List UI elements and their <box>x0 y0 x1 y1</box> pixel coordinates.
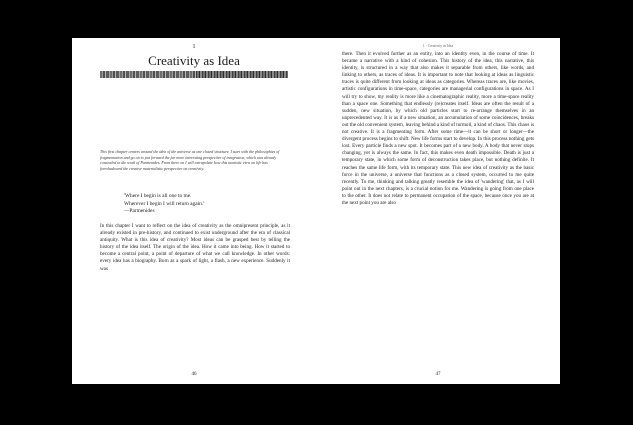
left-body-text: In this chapter I want to reflect on the idea of creativity as the omnipresent principle, as it already existed in pre-history, and continued to exist underground after the era of classical antiquity. What is this idea of creativity? Most ideas can be grasped best by telling the history of the idea itself. The origin of the idea. How it came into being. How it started to become a central point, a point of departure of what we call knowledge. In other words: every idea has a biography. Born as a spark of light, a flash, a new experience. Suddenly it was <box>100 223 290 272</box>
epigraph-line: Wherever I begin I will return again.' <box>124 200 205 207</box>
epigraph-line: 'Where I begin is all one to me. <box>124 193 192 199</box>
chapter-number: 1 <box>192 44 196 50</box>
title-texture-bar-dark <box>196 71 288 78</box>
epigraph <box>124 193 284 216</box>
left-page-number: 46 <box>191 372 197 377</box>
epigraph-attribution: —Parmenides <box>124 208 155 214</box>
left-page <box>72 38 316 384</box>
right-page-number: 47 <box>435 372 441 377</box>
running-head: 1 · Creativity as Idea <box>422 44 454 48</box>
chapter-abstract: This first chapter centres around the idea of the universe as one closed structure. I start with the philosophies of fragmentation and go on to put forward the far more interesting perspective of integration, which was already concealed in the work of Parmenides. From there on I will extrapolate how this monistic view on life has foreshadowed the creative materialistic perspective on creativity. <box>100 149 280 171</box>
right-body-text: there. Then it evolved further as an entity, into an identity even, in the course of time. It became a narrative with a kind of cohesion. This history of the idea, this narrative, this identity, is structured in a way that also makes it separable from others, like words, and linking to others, as traces of ideas. It is important to note that looking at ideas as linguistic traces is quite different from looking at ideas as categories. Whereas traces are, like movies, artistic configurations in time-space, categories are managerial configurations in space. As I will try to show, my reality is more like a cinematographic reality, more a time-space reality than a space one. Something that endlessly (re)creates itself. Ideas are often the result of a sudden, new situation, by which old particles start to re-arrange themselves in an unprecedented way. It is as if a new situation, an accumulation of some coincidences, breaks out the old convenient system, leaving behind a kind of turmoil, a kind of chaos. This chaos is not creative. It is a fragmenting form. After some time—it can be short or longer—the divergent process begins to shift. New life forms start to develop. In this process nothing gets lost. Every particle finds a new spot. It becomes part of a new body. A body that never stops changing, yet is always the same. In fact, this makes even death impossible. Death is just a temporary state, in which some form of deconstruction takes place, but nothing definite. It reaches the same life form, with its temporary state. This new idea of creativity as the basic force in the universe, a universe that functions as a closed system, occurred to me quite recently. To me, thinking and talking greatly resemble the idea of 'wandering' that, as I will point out in the next chapters, is a crucial notion for me. Wandering is going from one place to the other. It does not relate to permanent occupation of the space, because once you are at the next point you are also <box>342 51 534 206</box>
right-page <box>316 38 560 384</box>
chapter-title: Creativity as Idea <box>148 53 240 68</box>
title-texture-bar <box>100 71 288 78</box>
